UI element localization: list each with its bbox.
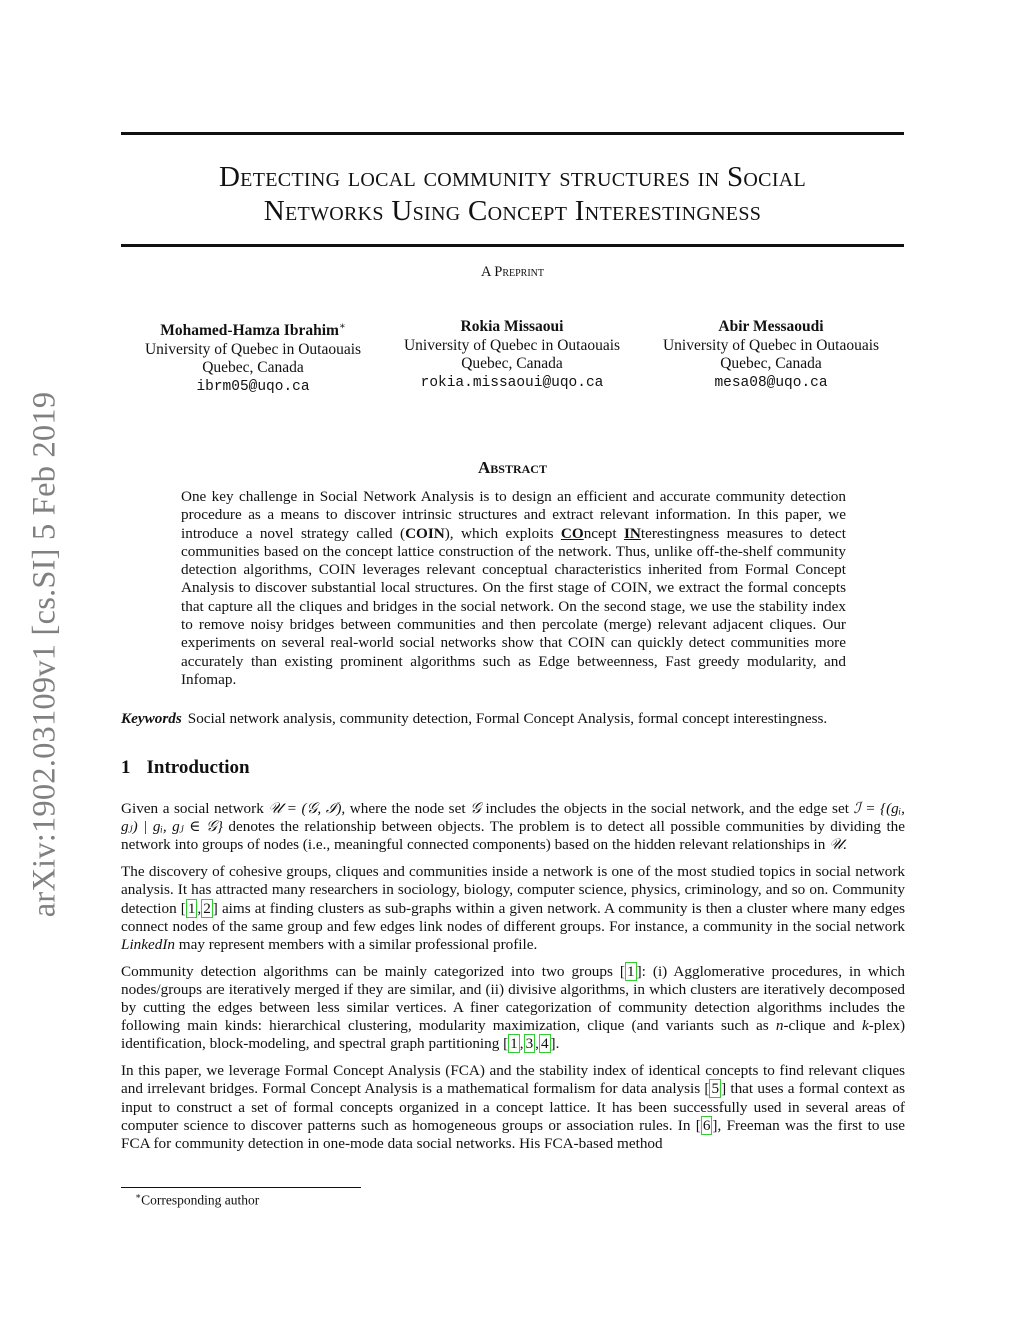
author-affiliation: University of Quebec in Outaouais — [403, 336, 621, 354]
citation-link[interactable]: 2 — [203, 899, 211, 917]
paper-title-line1: Detecting local community structures in Social — [218, 161, 807, 193]
preprint-label: A Preprint — [480, 264, 545, 280]
title-bottom-rule — [121, 244, 904, 247]
footnote-rule — [121, 1187, 361, 1188]
paragraph: In this paper, we leverage Formal Concept Analysis (FCA) and the stability index of identical concepts to find relevant cliques and irrelevant bridges. Formal Concept Analysis is a mathematical formalism for data analysis [ 5 ] that uses a formal context as input to construct a set of formal concepts organized in a concept lattice. It has been successfully used in several areas of computer science to discover patterns such as homogeneous groups or association rules. In [ 6 ], Freeman was the first to use FCA for community detection in one-mode data social networks. His FCA-based method — [121, 1062, 905, 1152]
section-heading-introduction: 1 Introduction — [121, 757, 250, 778]
citation-link[interactable]: 6 — [702, 1116, 711, 1134]
keywords — [121, 710, 911, 728]
title-top-rule — [121, 132, 904, 135]
author-name: Mohamed-Hamza Ibrahim∗ — [160, 321, 346, 340]
citation-link[interactable]: 3 — [525, 1035, 534, 1053]
author-name: Rokia Missaoui — [460, 318, 564, 335]
author-affiliation: University of Quebec in Outaouais — [662, 336, 880, 354]
citation-link[interactable]: 1 — [626, 962, 635, 980]
author-email[interactable]: ibrm05@uqo.ca — [196, 378, 310, 395]
author-block — [128, 318, 378, 397]
author-affiliation: University of Quebec in Outaouais — [144, 340, 362, 358]
citation-link[interactable]: 5 — [711, 1080, 720, 1098]
author-block — [646, 318, 896, 392]
citation-link[interactable]: 1 — [187, 899, 196, 917]
paragraph: Community detection algorithms can be mainly categorized into two groups [ 1 ]: (i) Agglomerative procedures, in which nodes/groups are iteratively merged if they are similar, and (ii) divisive algorithms, in which clusters are iteratively decomposed by cutting the edges between less similar vertices. A finer categorization of community detection algorithms includes the following main kinds: hierarchical clustering, modularity maximization, clique (and variants such as n-clique and k-plex) identification, block-modeling, and spectral graph partitioning [ 1 , 3 , 4 ]. — [121, 962, 905, 1053]
arxiv-identifier-text: arXiv:1902.03109v1 [cs.SI] 5 Feb 2019 — [26, 391, 63, 917]
paragraph: The discovery of cohesive groups, cliques and communities inside a network is one of the most studied topics in social network analysis. It has attracted many researchers in sociology, biology, computer science, physics, criminology, and so on. Community detection [ 1 , 2 ] aims at finding clusters as sub-graphs within a given network. A community is then a cluster where many edges connect nodes of the same group and few edges link nodes of different groups. For instance, a community in the social network LinkedIn may represent members with a similar professional profile. — [121, 863, 905, 953]
paper-title — [121, 160, 904, 228]
citation-link[interactable]: 4 — [540, 1035, 549, 1053]
author-email[interactable]: rokia.missaoui@uqo.ca — [420, 374, 604, 391]
author-location: Quebec, Canada — [720, 355, 822, 373]
abstract-body: One key challenge in Social Network Analysis is to design an efficient and accurate community detection procedure as a means to discover intrinsic structures and extract relevant information. In this paper, we introduce a novel strategy called (COIN), which exploits COncept INterestingness measures to detect communities based on the concept lattice construction of the network. Thus, unlike off-the-shelf community detection algorithms, COIN leverages relevant conceptual characteristics inherited from Formal Concept Analysis to discover substantial local structures. On the first stage of COIN, we extract the formal concepts that capture all the cliques and bridges in the social network. On the second stage, we use the stability index to remove noisy bridges between communities and then percolate (merge) relevant adjacent cliques. Our experiments on several real-world social networks show that COIN can quickly detect communities more accurately than existing prominent algorithms such as Edge betweenness, Fast greedy modularity, and Infomap. — [181, 488, 846, 688]
paper-title-line2: Networks Using Concept Interestingness — [263, 195, 762, 227]
author-name: Abir Messaoudi — [718, 318, 824, 335]
author-email[interactable]: mesa08@uqo.ca — [714, 374, 828, 391]
paragraph: Given a social network 𝒰 = (𝒢, ℐ), where the node set 𝒢 includes the objects in the social network, and the edge set ℐ = {(gᵢ, gⱼ) | gᵢ, gⱼ ∈ 𝒢} denotes the relationship between objects. The problem is to detect all possible communities by dividing the network into groups of nodes (i.e., meaningful connected components) based on the hidden relevant relationships in 𝒰. — [121, 800, 905, 854]
arxiv-identifier — [17, 380, 73, 928]
footnote: ∗Corresponding author — [135, 1191, 260, 1208]
abstract-heading: Abstract — [478, 458, 547, 477]
author-block — [387, 318, 637, 392]
author-location: Quebec, Canada — [461, 355, 563, 373]
author-location: Quebec, Canada — [202, 359, 304, 377]
keywords-text: Social network analysis, community detection, Formal Concept Analysis, formal concept interestingness. — [187, 710, 828, 727]
keywords-label: Keywords — [121, 710, 182, 727]
citation-link[interactable]: 1 — [510, 1035, 518, 1053]
introduction-body — [121, 800, 905, 1162]
